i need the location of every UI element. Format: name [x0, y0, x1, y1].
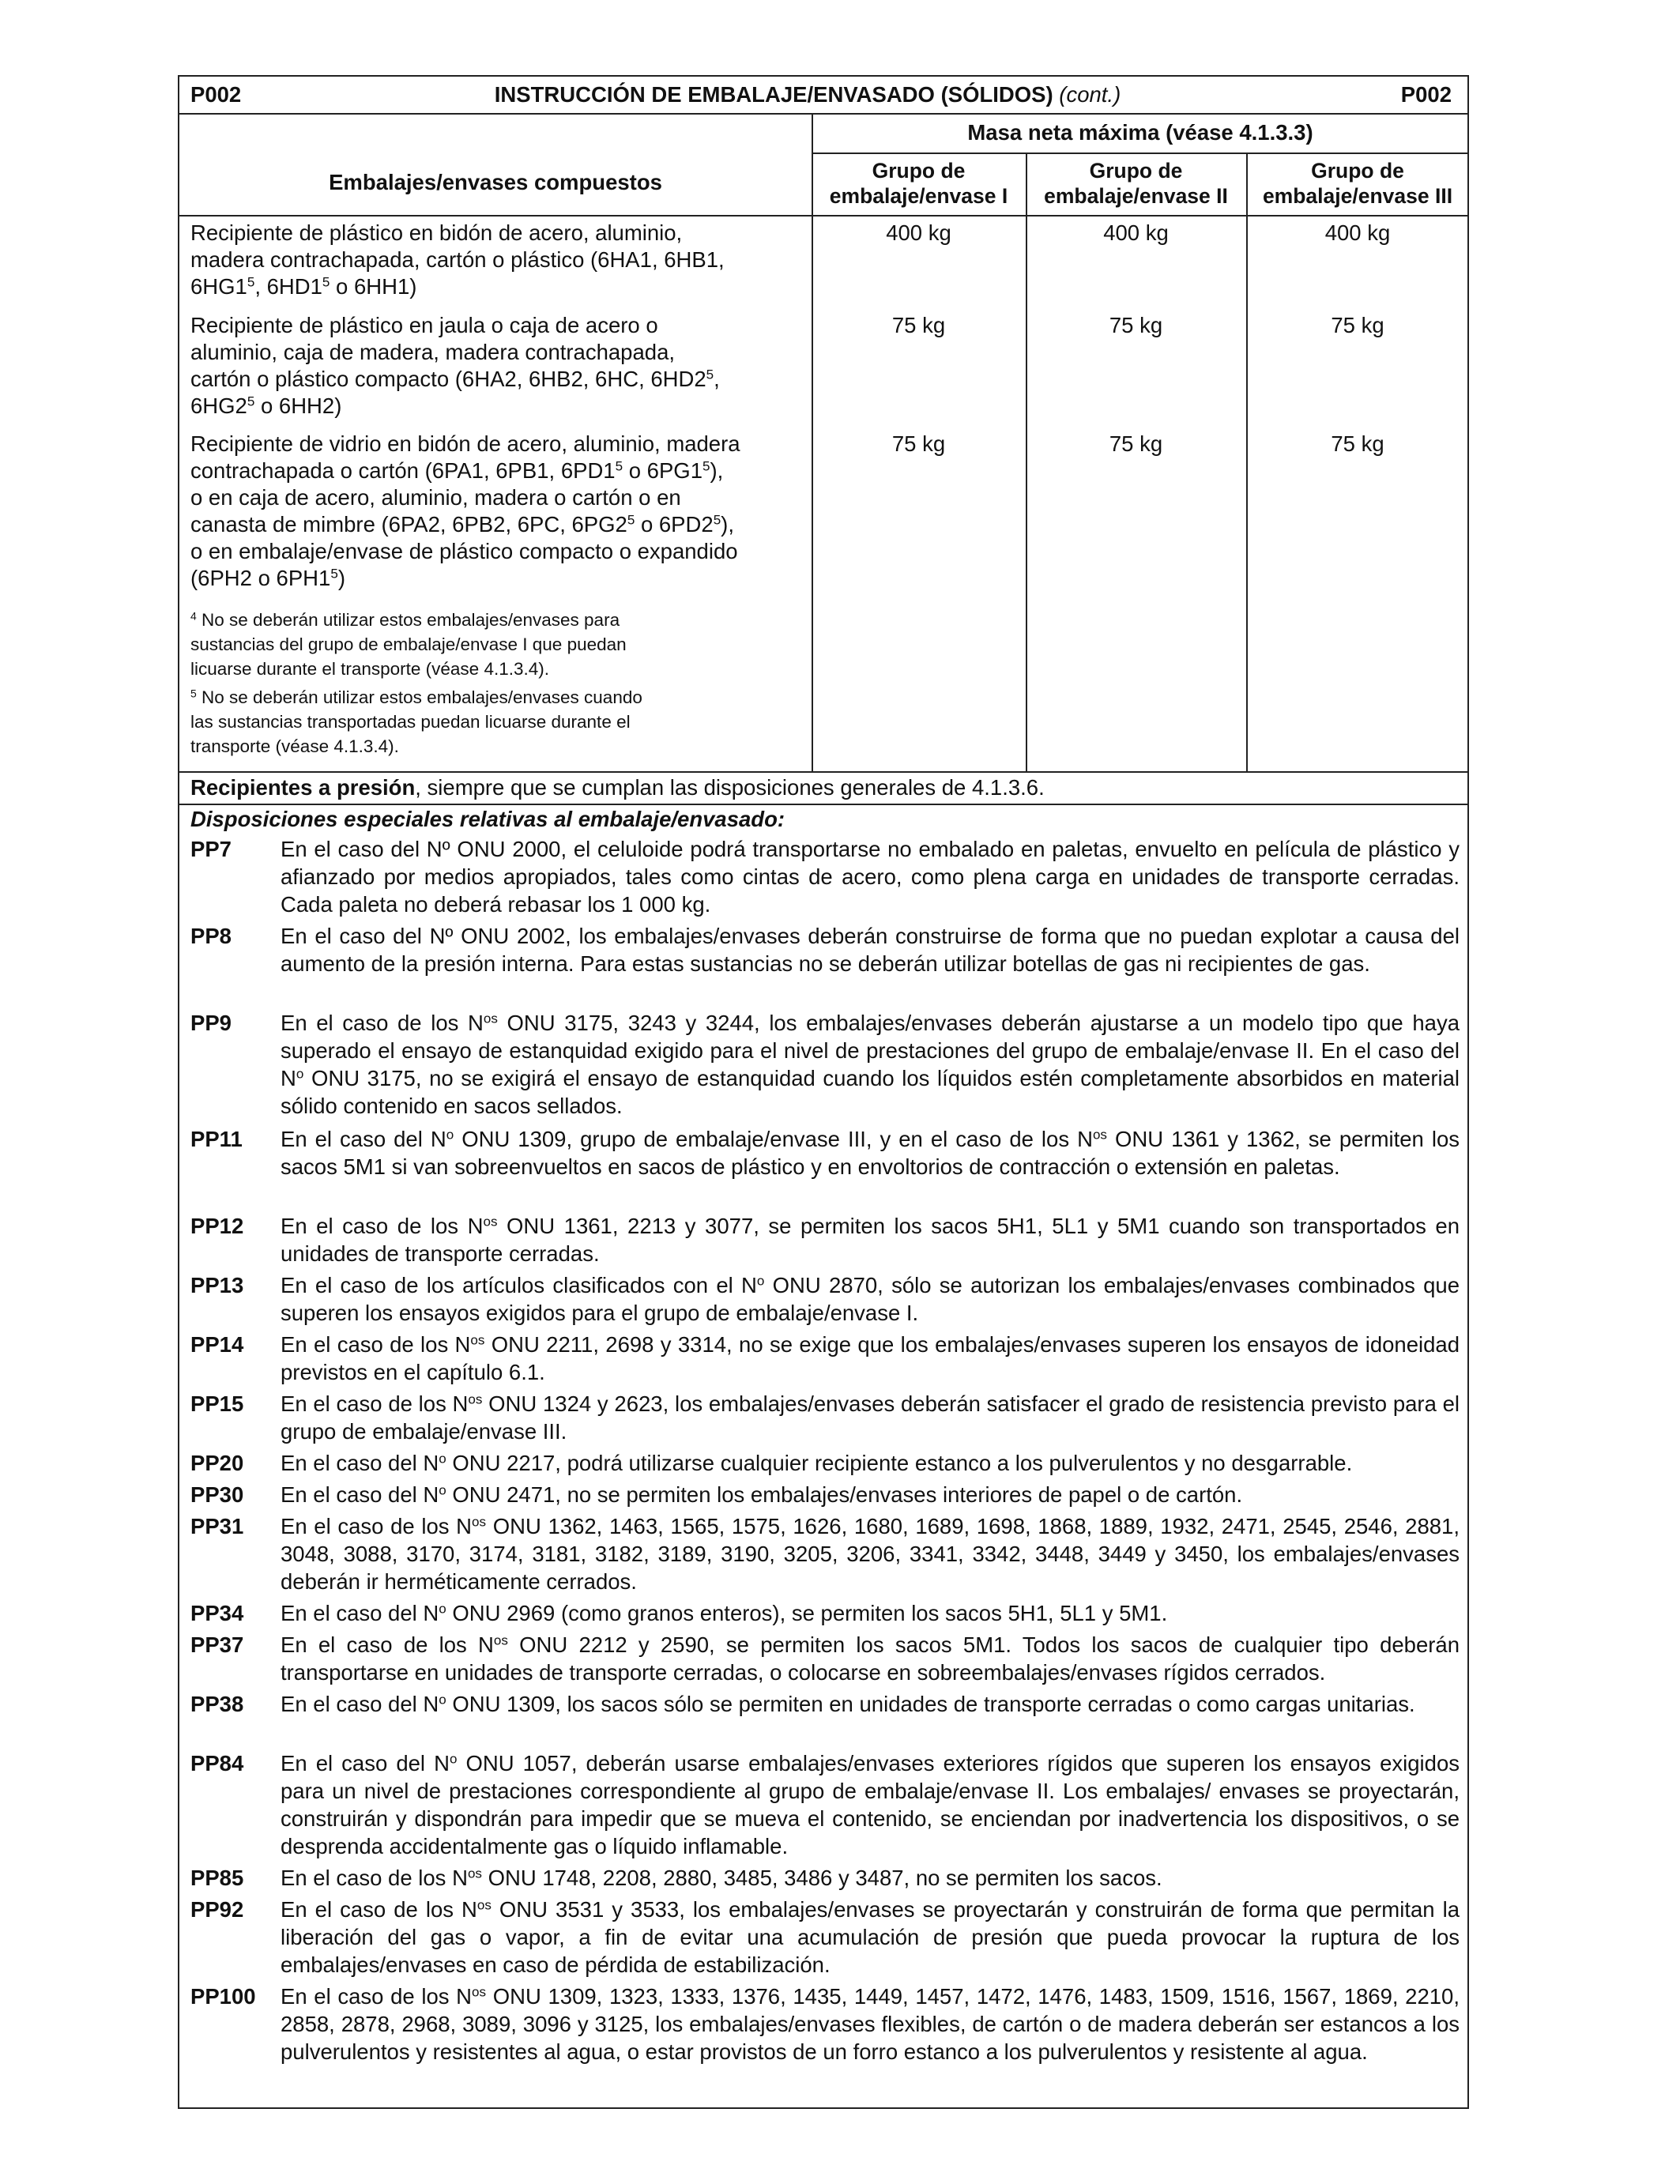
- provision-text: En el caso de los $N^{os}$ ONU 1748, 2208, 2880, 3485, 3486 y 3487, no se permiten los sacos.: [281, 1866, 1162, 1890]
- provision-code: PP9: [190, 1011, 232, 1035]
- group-header-iii: Grupo de embalaje/envase III: [1262, 159, 1453, 208]
- provision-text: En el caso de los $N^{os}$ ONU 3531 y 3533, los embalajes/envases se proyectarán y construirán de forma que permitan la liberación del gas o vapor, a fin de evitar una acumulación de presión que pueda provocar la ruptura de los embalajes/envases en caso de pérdida de estabilización.: [281, 1897, 1460, 1977]
- provision-text: En el caso del $N^o$ ONU 1057, deberán usarse embalajes/envases exteriores rígidos que superen los ensayos exigidos para un nivel de prestaciones correspondiente al grupo de embalaje/envase II. Los embalajes/ envases se proyectarán, construirán y dispondrán para impedir que se mueva el contenido, se enciendan por inadvertencia los dispositivos, o se desprenda accidentalmente gas o líquido inflamable.: [281, 1751, 1460, 1858]
- provision-code: PP38: [190, 1692, 244, 1716]
- provision-code: PP31: [190, 1514, 244, 1538]
- rule: [179, 113, 1467, 115]
- provision-code: PP92: [190, 1897, 244, 1922]
- provision-text: En el caso de los $N^{os}$ ONU 1362, 1463, 1565, 1575, 1626, 1680, 1689, 1698, 1868, 1889, 1932, 2471, 2545, 2546, 2881, 3048, 3088, 3170, 3174, 3181, 3182, 3189, 3190, 3205, 3206, 3341, 3342, 3448, 3449 y 3450, los embalajes/envases deberán ir herméticamente cerrados.: [281, 1514, 1460, 1594]
- provision-text: En el caso de los artículos clasificados con el $N^o$ ONU 2870, sólo se autorizan los embalajes/envases combinados que superen los ensayos exigidos para el grupo de embalaje/envase I.: [281, 1273, 1460, 1325]
- provision-code: PP34: [190, 1601, 244, 1625]
- table-cell-value: 75 kg: [891, 431, 946, 456]
- instruction-code-left: P002: [190, 82, 242, 107]
- provision-code: PP7: [190, 837, 232, 861]
- table-cell-value: 400 kg: [1103, 220, 1169, 245]
- table-cell-value: 400 kg: [886, 220, 951, 245]
- table-cell-value: 75 kg: [891, 313, 946, 337]
- special-provisions-heading: Disposiciones especiales relativas al embalaje/envasado:: [190, 807, 785, 831]
- rule: [812, 153, 1467, 154]
- provision-text: En el caso de los $N^{os}$ ONU 1309, 1323, 1333, 1376, 1435, 1449, 1457, 1472, 1476, 1483, 1509, 1516, 1567, 1869, 2210, 2858, 2878, 2968, 3089, 3096 y 3125, los embalajes/envases flexibles, de cartón o de madera deberán ser estancos a los pulverulentos y resistentes al agua, o estar provistos de un forro estanco a los pulverulentos y resistente al agua.: [281, 1984, 1460, 2064]
- mass-header: Masa neta máxima (véase 4.1.3.3): [967, 120, 1313, 145]
- group-header-ii: Grupo de embalaje/envase II: [1044, 159, 1228, 208]
- provision-code: PP30: [190, 1482, 244, 1507]
- group-header-i: Grupo de embalaje/envase I: [829, 159, 1008, 208]
- table-row-description: Recipiente de plástico en bidón de acero, aluminio, madera contrachapada, cartón o plástico (6HA1, 6HB1, $6HG1^5$, $6HD1^5$ o 6HH1): [190, 220, 725, 299]
- rule: [179, 215, 1467, 217]
- provision-text: En el caso del $N^o$ ONU 2969 (como granos enteros), se permiten los sacos 5H1, 5L1 y 5M1.: [281, 1601, 1168, 1625]
- provision-code: PP85: [190, 1866, 244, 1890]
- provision-code: PP84: [190, 1751, 244, 1775]
- provision-text: En el caso de los $N^{os}$ ONU 2212 y 2590, se permiten los sacos 5M1. Todos los sacos de cualquier tipo deberán transportarse en unidades de transporte cerradas, o colocarse en sobreembalajes/envases rígidos cerrados.: [281, 1632, 1460, 1685]
- provision-text: En el caso del Nº ONU 2002, los embalajes/envases deberán construirse de forma que no puedan explotar a causa del aumento de la presión interna. Para estas sustancias no se deberán utilizar botellas de gas ni recipientes de gas.: [281, 924, 1460, 976]
- provision-code: PP100: [190, 1984, 256, 2009]
- provision-text: En el caso de los $N^{os}$ ONU 2211, 2698 y 3314, no se exige que los embalajes/envases superen los ensayos de idoneidad previstos en el capítulo 6.1.: [281, 1332, 1460, 1384]
- rule: [179, 771, 1467, 773]
- instruction-code-right: P002: [1400, 82, 1452, 107]
- provision-code: PP13: [190, 1273, 244, 1297]
- provision-text: En el caso del $N^o$ ONU 2471, no se permiten los embalajes/envases interiores de papel o de cartón.: [281, 1482, 1243, 1507]
- provision-code: PP20: [190, 1451, 244, 1475]
- instruction-title: INSTRUCCIÓN DE EMBALAJE/ENVASADO (SÓLIDOS) (cont.): [494, 82, 1121, 107]
- table-cell-value: 75 kg: [1331, 313, 1384, 337]
- provision-code: PP8: [190, 924, 232, 948]
- table-cell-value: 75 kg: [1331, 431, 1384, 456]
- table-cell-value: 75 kg: [1109, 431, 1163, 456]
- rule: [179, 804, 1467, 805]
- provision-text: En el caso del Nº ONU 2000, el celuloide podrá transportarse no embalado en paletas, envuelto en película de plástico y afianzado por medios apropiados, tales como cintas de acero, como plena carga en unidades de transporte cerradas. Cada paleta no deberá rebasar los 1 000 kg.: [281, 837, 1460, 917]
- packing-instruction-table: [178, 75, 1469, 2109]
- provision-text: En el caso de los $N^{os}$ ONU 1324 y 2623, los embalajes/envases deberán satisfacer el grado de resistencia previsto para el grupo de embalaje/envase III.: [281, 1391, 1460, 1444]
- provision-text: En el caso del $N^o$ ONU 1309, grupo de embalaje/envase III, y en el caso de los $N^{os}$ ONU 1361 y 1362, se permiten los sacos 5M1 si van sobreenvueltos en sacos de plástico y en envoltorios de contracción o extensión en paletas.: [281, 1127, 1460, 1179]
- table-cell-value: 75 kg: [1109, 313, 1163, 337]
- provision-text: En el caso de los $N^{os}$ ONU 3175, 3243 y 3244, los embalajes/envases deberán ajustarse a un modelo tipo que haya superado el ensayo de estanquidad exigido para el nivel de prestaciones del grupo de embalaje/envase II. En el caso del $N^o$ ONU 3175, no se exigirá el ensayo de estanquidad cuando los líquidos estén completamente absorbidos en material sólido contenido en sacos sellados.: [281, 1011, 1460, 1118]
- table-row-description: Recipiente de plástico en jaula o caja de acero o aluminio, caja de madera, madera contrachapada, cartón o plástico compacto (6HA2, 6HB2, 6HC, $6HD2^5$, $6HG2^5$ o 6HH2): [190, 313, 720, 418]
- table-cell-value: 400 kg: [1324, 220, 1391, 245]
- provision-code: PP11: [190, 1127, 243, 1151]
- sup-line: $6HG1^5$, $6HD1^5$ o 6HH1): [190, 274, 417, 299]
- provision-code: PP14: [190, 1332, 244, 1357]
- provision-text: En el caso del $N^o$ ONU 1309, los sacos sólo se permiten en unidades de transporte cerradas o como cargas unitarias.: [281, 1692, 1415, 1716]
- provision-code: PP37: [190, 1632, 244, 1657]
- footnote-4: $^4$ No se deberán utilizar estos embalajes/envases para sustancias del grupo de embalaje/envase I que puedan licuarse durante el transporte (véase 4.1.3.4).: [190, 609, 627, 679]
- provision-code: PP12: [190, 1214, 244, 1238]
- pressure-receptacles-note: Recipientes a presión, siempre que se cumplan las disposiciones generales de 4.1.3.6.: [190, 775, 1045, 800]
- provision-code: PP15: [190, 1391, 244, 1416]
- provision-text: En el caso del $N^o$ ONU 2217, podrá utilizarse cualquier recipiente estanco a los pulverulentos y no desgarrable.: [281, 1451, 1353, 1475]
- footnote-5: $^5$ No se deberán utilizar estos embalajes/envases cuando las sustancias transportadas puedan licuarse durante el transporte (véase 4.1.3.4).: [190, 687, 642, 756]
- composite-column-header: Embalajes/envases compuestos: [329, 170, 662, 194]
- table-row-description: Recipiente de vidrio en bidón de acero, aluminio, madera contrachapada o cartón (6PA1, 6PB1, $6PD1^5$ o $6PG1^5$), o en caja de acero, aluminio, madera o cartón o en canasta de mimbre (6PA2, 6PB2, 6PC, $6PG2^5$ o $6PD2^5$), o en embalaje/envase de plástico compacto o expandido (6PH2 o $6PH1^5$): [190, 431, 740, 590]
- provision-text: En el caso de los $N^{os}$ ONU 1361, 2213 y 3077, se permiten los sacos 5H1, 5L1 y 5M1 cuando son transportados en unidades de transporte cerradas.: [281, 1214, 1460, 1266]
